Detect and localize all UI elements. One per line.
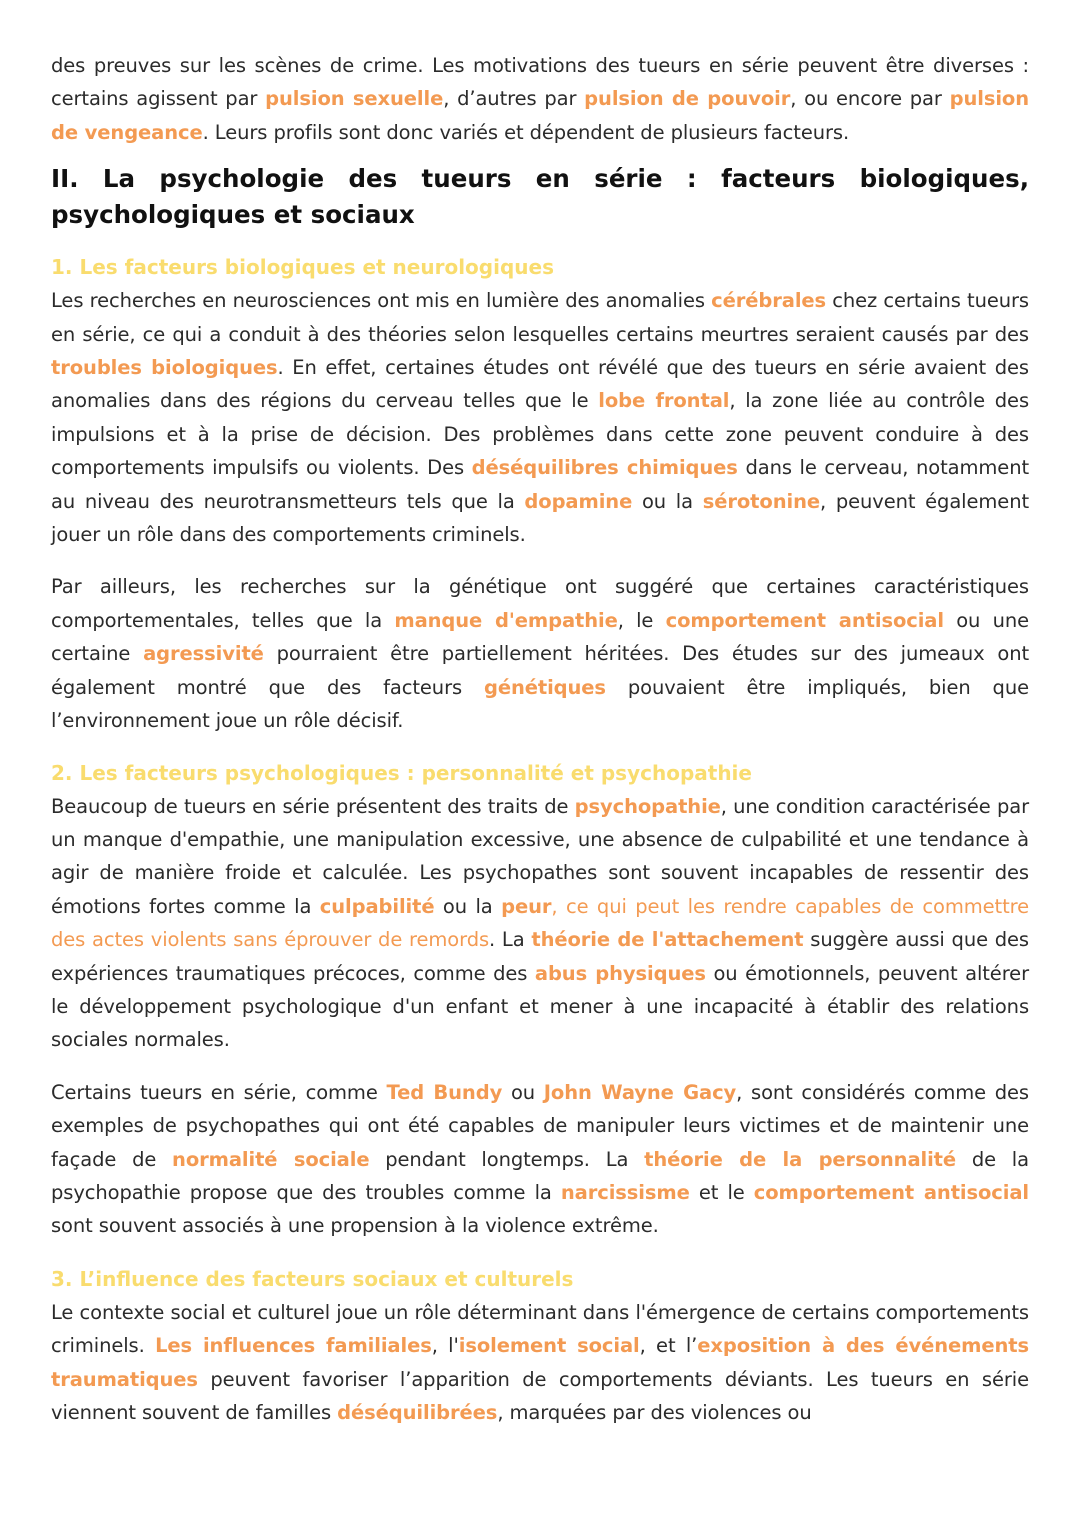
text-run: Certains tueurs en série, comme [51, 1080, 387, 1104]
text-run: de la psychopathie propose que des troubles comme la [51, 1147, 1029, 1204]
subsection-title-social: 3. L’influence des facteurs sociaux et culturels [51, 1266, 574, 1291]
paragraph-social-1 [51, 1296, 1029, 1430]
text-run: dans le cerveau, notamment au niveau des neurotransmetteurs tels que la [51, 456, 1030, 513]
text-run: et le [689, 1180, 754, 1204]
text-run: , sont considérés comme des exemples de psychopathes qui ont été capables de manipuler leurs victimes et de maintenir une façade de [51, 1080, 1029, 1171]
highlight-term: culpabilité [319, 894, 435, 918]
paragraph-biological-2 [51, 570, 1029, 737]
text-run: , d’autres par [443, 87, 585, 111]
highlight-term: lobe frontal [598, 389, 730, 413]
text-run: pendant longtemps. La [369, 1147, 645, 1171]
paragraph-psychological-1 [51, 790, 1029, 1057]
highlight-term: théorie de la personnalité [644, 1147, 957, 1171]
highlight-term: exposition à des événements traumatiques [51, 1334, 1029, 1391]
text-run: , ou encore par [790, 87, 950, 111]
text-run: des preuves sur les scènes de crime. Les motivations des tueurs en série peuvent être diverses : certains agissent par [51, 54, 1029, 111]
highlight-term: sérotonine [702, 489, 820, 513]
highlight-term: psychopathie [574, 794, 721, 818]
highlight-term: pulsion de pouvoir [584, 87, 791, 111]
text-run: Le contexte social et culturel joue un rôle déterminant dans l'émergence de certains comportements criminels. [51, 1300, 1029, 1358]
text-run: , marquées par des violences ou [497, 1401, 812, 1424]
highlight-phrase: , ce qui peut les rendre capables de commettre des actes violents sans éprouver de remords [51, 894, 1030, 952]
text-run: ou la [434, 894, 502, 918]
highlight-term: manque d'empathie [394, 608, 618, 632]
highlight-term: déséquilibres chimiques [471, 456, 738, 480]
text-run: , le [617, 608, 666, 632]
text-run: , peuvent également jouer un rôle dans des comportements criminels. [51, 489, 1029, 547]
text-run: Beaucoup de tueurs en série présentent des traits de [51, 794, 575, 818]
highlight-term: troubles biologiques [51, 356, 278, 380]
text-run: Les recherches en neurosciences ont mis en lumière des anomalies [51, 289, 712, 313]
text-run: chez certains tueurs en série, ce qui a conduit à des théories selon lesquelles certains meurtres seraient causés par des [51, 289, 1029, 346]
text-run: pouvaient être impliqués, bien que l’environnement joue un rôle décisif. [51, 675, 1029, 733]
highlight-term: pulsion de vengeance [51, 87, 1030, 144]
text-run: pourraient être partiellement héritées. Des études sur des jumeaux ont également montré que des facteurs [51, 642, 1029, 699]
text-run: . Leurs profils sont donc variés et dépendent de plusieurs facteurs. [202, 120, 850, 144]
text-run: , l' [431, 1334, 459, 1358]
text-run: . En effet, certaines études ont révélé que des tueurs en série avaient des anomalies dans des régions du cerveau telles que le [51, 356, 1029, 413]
text-run: ou [502, 1080, 544, 1104]
text-run: peuvent favoriser l’apparition de comportements déviants. Les tueurs en série viennent souvent de familles [51, 1367, 1029, 1424]
text-run: sont souvent associés à une propension à la violence extrême. [51, 1214, 659, 1238]
highlight-term: Les influences familiales [155, 1334, 432, 1358]
highlight-term: abus physiques [534, 961, 706, 985]
text-run: . La [489, 928, 532, 952]
subsection-title-psychological: 2. Les facteurs psychologiques : personnalité et psychopathie [51, 760, 752, 785]
highlight-term: John Wayne Gacy [543, 1080, 737, 1104]
highlight-term: dopamine [524, 489, 633, 513]
highlight-term: agressivité [143, 642, 264, 666]
highlight-term: pulsion sexuelle [265, 87, 444, 111]
highlight-term: narcissisme [560, 1180, 690, 1204]
subsection-title-biological: 1. Les facteurs biologiques et neurologiques [51, 255, 554, 280]
text-run: Par ailleurs, les recherches sur la génétique ont suggéré que certaines caractéristiques comportementales, telles que la [51, 575, 1029, 632]
text-run: suggère aussi que des expériences traumatiques précoces, comme des [51, 928, 1029, 985]
highlight-term: isolement social [458, 1334, 640, 1358]
highlight-term: Ted Bundy [386, 1080, 503, 1104]
highlight-term: comportement antisocial [753, 1180, 1029, 1204]
highlight-term: théorie de l'attachement [531, 928, 804, 952]
text-run: ou la [632, 489, 703, 513]
intro-paragraph [51, 49, 1029, 149]
section-heading: II. La psychologie des tueurs en série : facteurs biologiques, psychologiques et sociaux [51, 164, 1029, 230]
text-run: ou émotionnels, peuvent altérer le développement psychologique d'un enfant et mener à une incapacité à établir des relations sociales normales. [51, 961, 1030, 1052]
highlight-term: génétiques [483, 675, 606, 699]
highlight-term: normalité sociale [172, 1147, 370, 1171]
text-run: ou une certaine [51, 608, 1029, 666]
highlight-term: comportement antisocial [665, 608, 944, 632]
highlight-term: déséquilibrées [337, 1401, 498, 1424]
text-run: , et l’ [639, 1334, 698, 1358]
paragraph-psychological-2 [51, 1076, 1029, 1243]
highlight-term: peur [501, 894, 552, 918]
text-run: , la zone liée au contrôle des impulsions et à la prise de décision. Des problèmes dans cette zone peuvent conduire à des comportements impulsifs ou violents. Des [51, 389, 1029, 480]
paragraph-biological-1 [51, 284, 1029, 551]
highlight-term: cérébrales [711, 289, 827, 313]
text-run: , une condition caractérisée par un manque d'empathie, une manipulation excessive, une absence de culpabilité et une tendance à agir de manière froide et calculée. Les psychopathes sont souvent incapables de ressentir des émotions fortes comme la [51, 794, 1029, 918]
